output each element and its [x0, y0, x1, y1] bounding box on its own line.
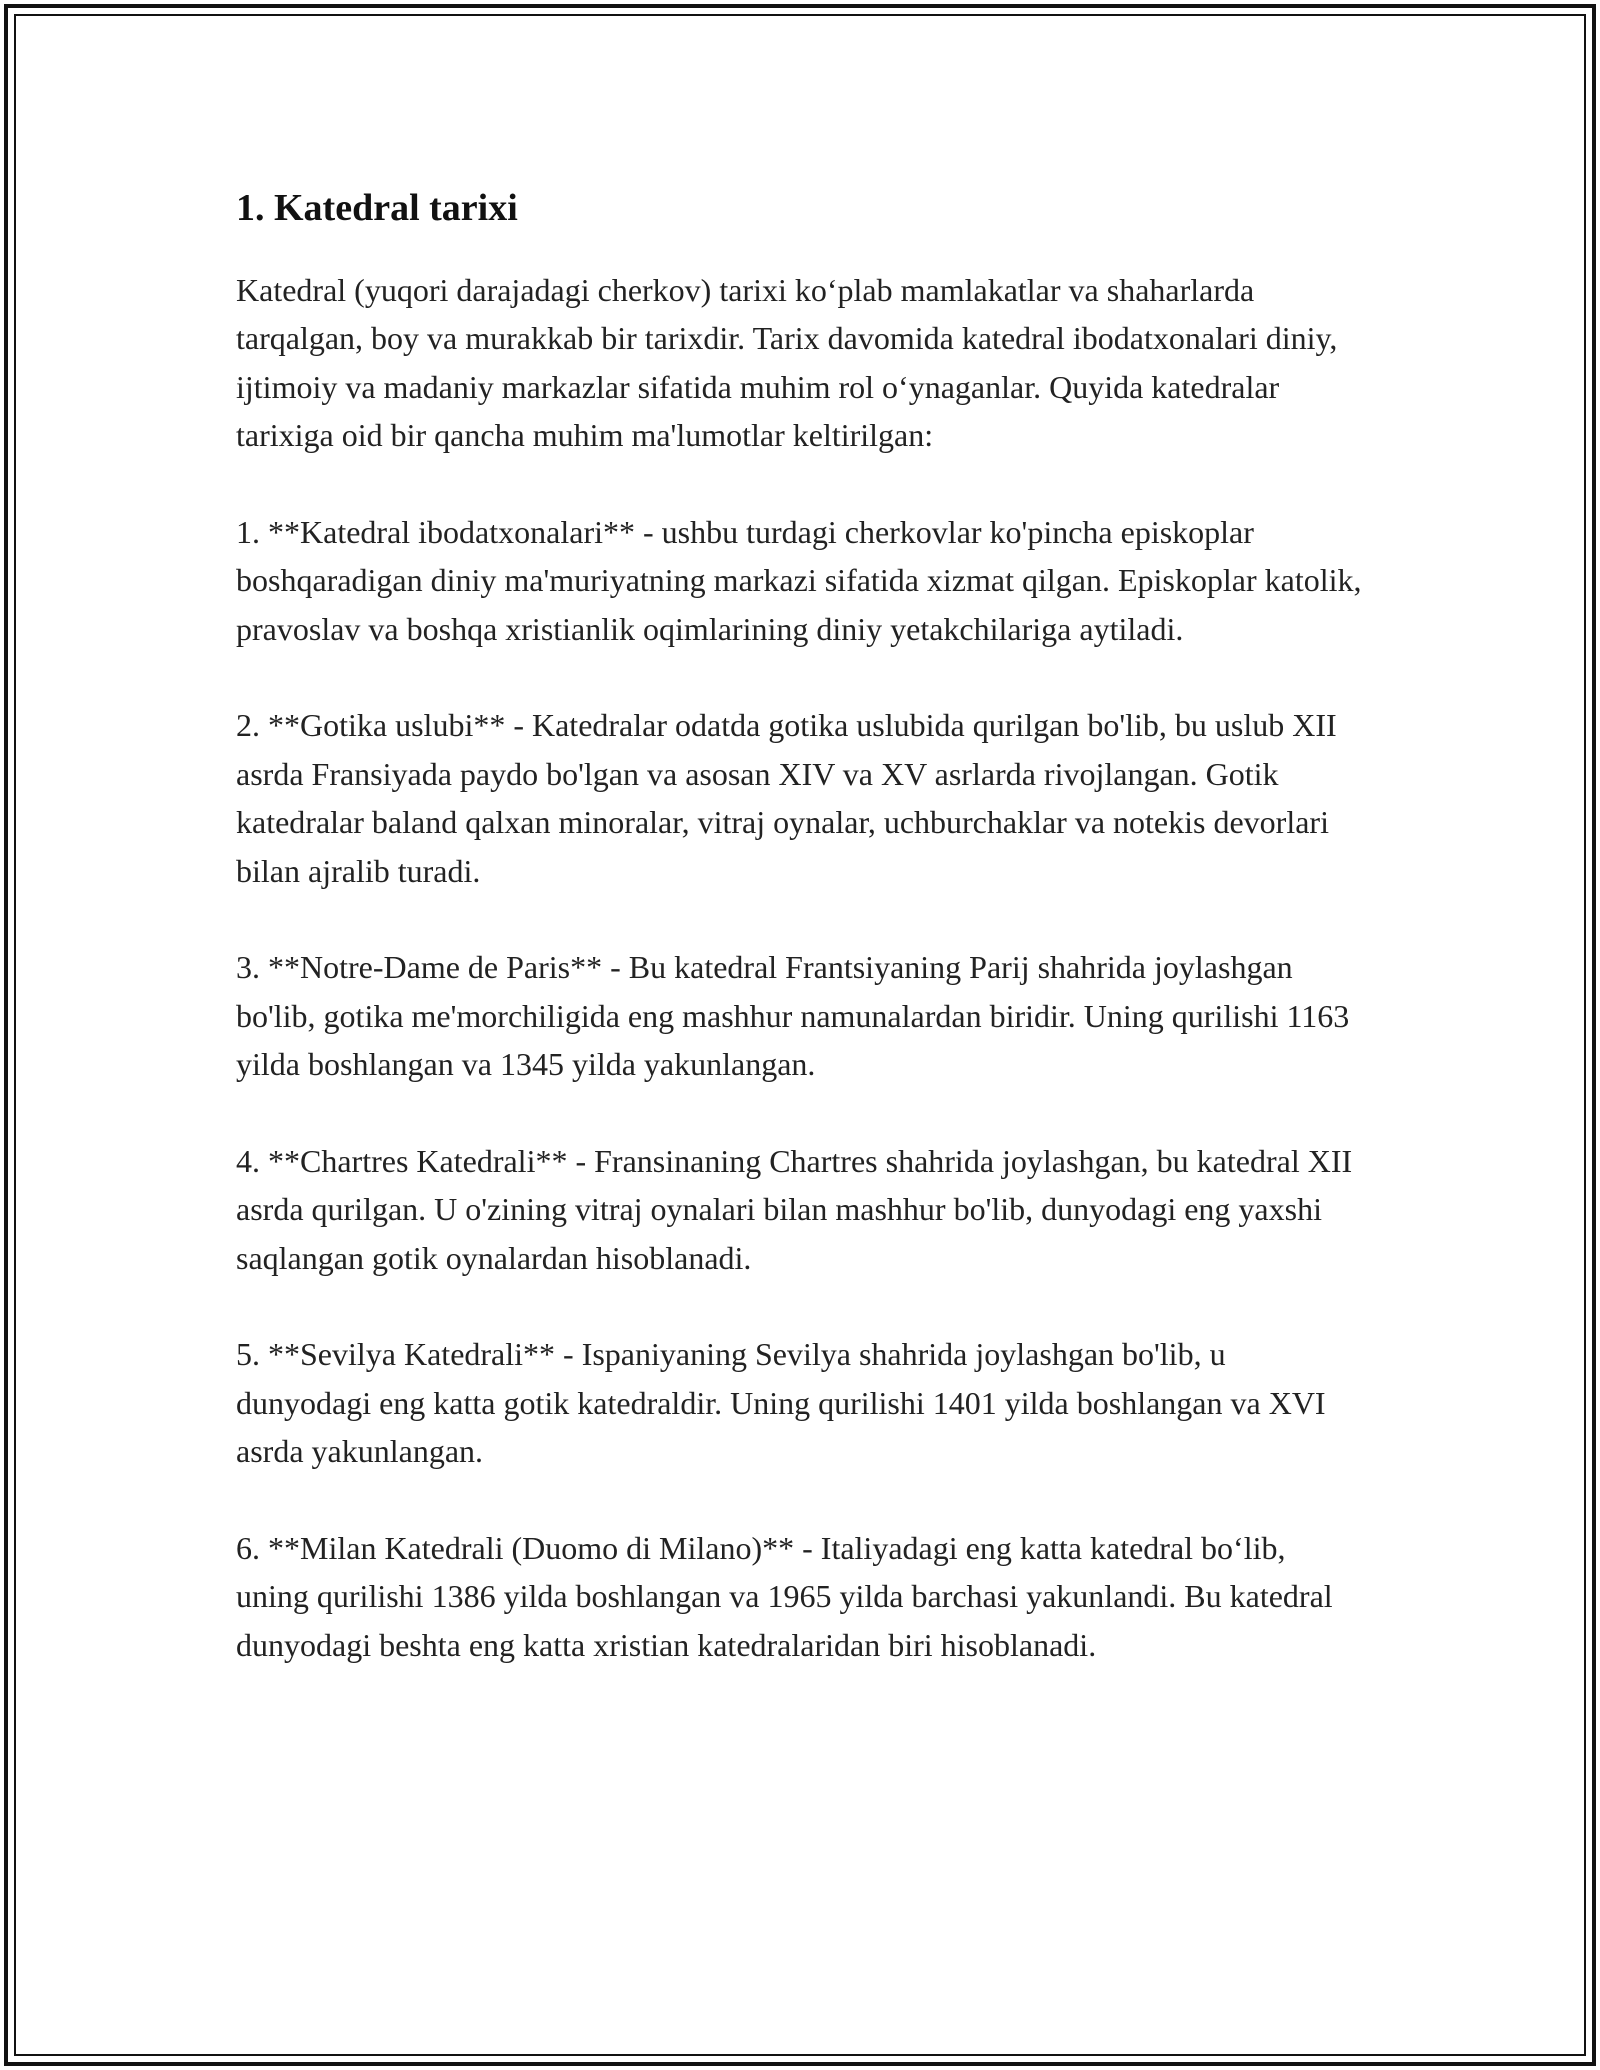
intro-paragraph: Katedral (yuqori darajadagi cherkov) tarixi ko‘plab mamlakatlar va shaharlarda tarqalgan, boy va murakkab bir tarixdir. Tarix davomida katedral ibodatxonalari diniy, ijtimoiy va madaniy markazlar sifatida muhim rol o‘ynaganlar. Quyida katedralar tarixiga oid bir qancha muhim ma'lumotlar keltirilgan:	[236, 271, 1338, 454]
list-item-milan: 6. **Milan Katedrali (Duomo di Milano)** - Italiyadagi eng katta katedral bo‘lib, uning qurilishi 1386 yilda boshlangan va 1965 yilda barchasi yakunlandi. Bu katedral dunyodagi beshta eng katta xristian katedralaridan biri hisoblanadi.	[236, 1529, 1333, 1663]
document-body	[236, 186, 1366, 1717]
list-item-cathedral-churches: 1. **Katedral ibodatxonalari** - ushbu turdagi cherkovlar ko'pincha episkoplar boshqaradigan diniy ma'muriyatning markazi sifatida xizmat qilgan. Episkoplar katolik, pravoslav va boshqa xristianlik oqimlarining diniy yetakchilariga aytiladi.	[236, 513, 1362, 647]
list-item-gothic-style: 2. **Gotika uslubi** - Katedralar odatda gotika uslubida qurilgan bo'lib, bu uslub XII asrda Fransiyada paydo bo'lgan va asosan XIV va XV asrlarda rivojlangan. Gotik katedralar baland qalxan minoralar, vitraj oynalar, uchburchaklar va notekis devorlari bilan ajralib turadi.	[236, 707, 1337, 889]
list-item-chartres: 4. **Chartres Katedrali** - Fransinaning Chartres shahrida joylashgan, bu katedral XII asrda qurilgan. U o'zining vitraj oynalari bilan mashhur bo'lib, dunyodagi eng yaxshi saqlangan gotik oynalardan hisoblanadi.	[236, 1142, 1353, 1276]
section-heading: 1. Katedral tarixi	[236, 187, 518, 229]
list-item-notre-dame: 3. **Notre-Dame de Paris** - Bu katedral Frantsiyaning Parij shahrida joylashgan bo'lib, gotika me'morchiligida eng mashhur namunalardan biridir. Uning qurilishi 1163 yilda boshlangan va 1345 yilda yakunlangan.	[236, 949, 1350, 1083]
list-item-seville: 5. **Sevilya Katedrali** - Ispaniyaning Sevilya shahrida joylashgan bo'lib, u dunyodagi eng katta gotik katedraldir. Uning qurilishi 1401 yilda boshlangan va XVI asrda yakunlangan.	[236, 1336, 1326, 1470]
